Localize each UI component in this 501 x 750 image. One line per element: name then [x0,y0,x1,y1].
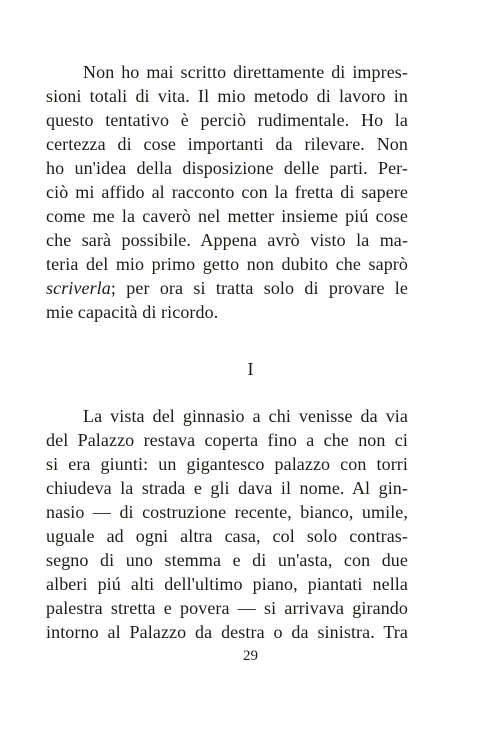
body-line-10: intorno al Palazzo da destra o da sinistra. Tra [46,622,408,642]
intro-line-1: Non ho mai scritto direttamente di impres- [83,62,408,82]
body-line-8: alberi piú alti dell'ultimo piano, piantati nella [46,574,408,594]
intro-line-10 [46,276,408,300]
body-line-3: si era giunti: un gigantesco palazzo con torri [46,454,408,474]
body-line-7: segno di uno stemma e di un'asta, con due [46,550,408,570]
intro-line-3: questo tentativo è perciò rudimentale. Ho la [46,110,408,130]
intro-line-4: certezza di cose importanti da rilevare. Non [46,134,408,154]
body-line-1: La vista del ginnasio a chi venisse da via [83,406,408,426]
intro-line-9: teria del mio primo getto non dubito che saprò [46,254,408,274]
intro-line-5: ho un'idea della disposizione delle parti. Per- [46,158,408,178]
body-line-6: uguale ad ogni altra casa, col solo contras- [46,526,408,546]
page-number: 29 [243,648,258,664]
chapter-heading: I [247,359,254,379]
body-line-5: nasio — di costruzione recente, bianco, umile, [46,502,408,522]
body-line-4: chiudeva la strada e gli dava il nome. Al gin- [46,478,408,498]
intro-line-10-rest: ; per ora si tratta solo di provare le [110,278,408,298]
intro-line-7: come me la caverò nel metter insieme piú cose [46,206,408,226]
body-line-2: del Palazzo restava coperta fino a che non ci [46,430,408,450]
body-line-9: palestra stretta e povera — si arrivava girando [46,598,408,618]
italic-word: scriverla [46,278,111,298]
intro-line-2: sioni totali di vita. Il mio metodo di lavoro in [46,86,408,106]
intro-line-6: ciò mi affido al racconto con la fretta di sapere [46,182,408,202]
intro-line-11: mie capacità di ricordo. [46,302,219,322]
intro-line-8: che sarà possibile. Appena avrò visto la ma- [46,230,408,250]
